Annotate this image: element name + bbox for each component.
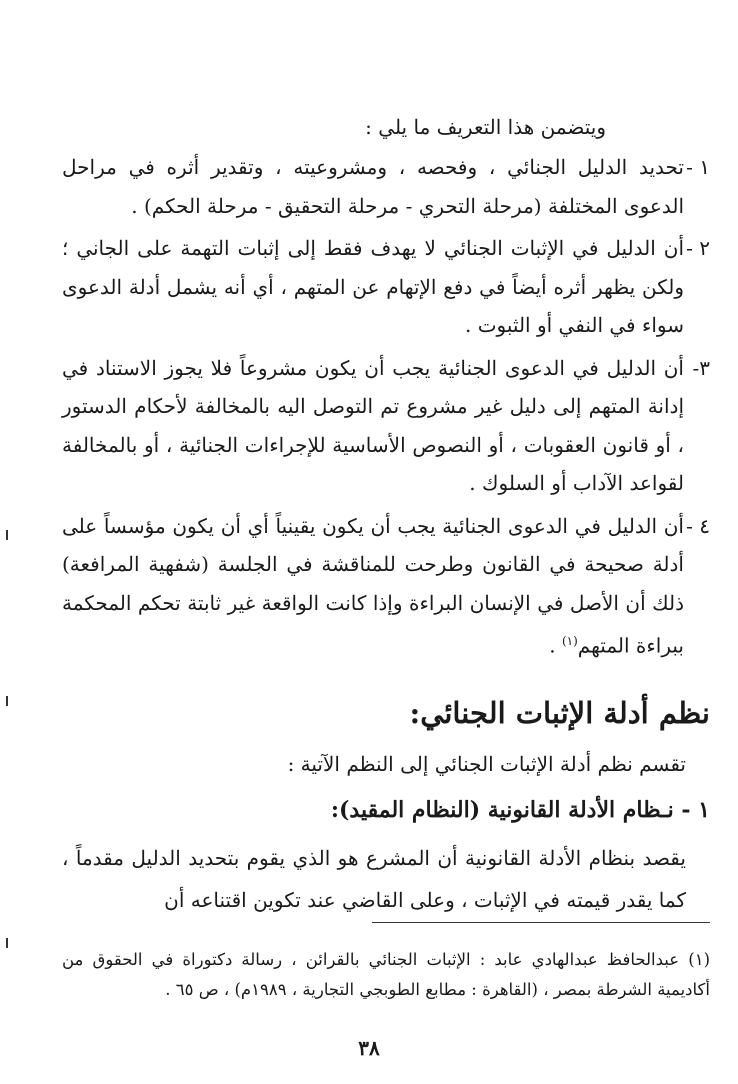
item-text: أن الدليل في الدعوى الجنائية يجب أن يكون مشروعاً فلا يجوز الاستناد في إدانة المتهم إلى دليل غير مشروع تم التوصل اليه بالمخالفة لأحكام الدستور ، أو قانون العقوبات ، أو النصوص الأساسية للإجراءات الجنائية ، أو بالمخالفة لقواعد الآداب أو السلوك . <box>62 355 684 495</box>
item-end: . <box>549 633 562 658</box>
page-number: ٣٨ <box>358 1036 380 1060</box>
item-number: ٢ - <box>686 236 710 260</box>
scan-margin-mark <box>6 530 8 540</box>
body-paragraph: يقصد بنظام الأدلة القانونية أن المشرع هو الذي يقوم بتحديد الدليل مقدماً ، كما يقدر قيمته في الإثبات ، وعلى القاضي عند تكوين اقتناعه أن <box>62 846 686 913</box>
page-body <box>62 108 710 921</box>
subsection-heading: ١ - نـظام الأدلة القانونية (النظام المقيد): <box>330 797 710 824</box>
footnote-text: (١) عبدالحافظ عبدالهادي عابد : الإثبات الجنائي بالقرائن ، رسالة دكتوراة في الحقوق من أكاديمية الشرطة بمصر ، (القاهرة : مطابع الطوبجي التجارية ، ١٩٨٩م) ، ص ٦٥ . <box>62 949 710 999</box>
item-number: ١ - <box>686 155 710 179</box>
item-number: ٤ - <box>686 513 710 538</box>
list-item <box>62 148 710 225</box>
scan-margin-mark <box>6 938 8 948</box>
list-item <box>62 349 710 503</box>
scan-margin-mark <box>6 696 8 706</box>
list-item <box>62 507 710 666</box>
footnote-reference: (١) <box>561 634 578 648</box>
footnote-divider <box>372 922 710 923</box>
item-number: ٣- <box>692 355 710 380</box>
definition-items <box>62 148 710 665</box>
intro-line: ويتضمن هذا التعريف ما يلي : <box>365 115 606 139</box>
item-text: أن الدليل في الدعوى الجنائية يجب أن يكون يقينياً أي أن يكون مؤسساً على أدلة صحيحة في القانون وطرحت للمناقشة في الجلسة (شفهية المرافعة) ذلك أن الأصل في الإنسان البراءة وإذا كانت الواقعة غير ثابتة تحكم المحكمة ببراءة المتهم <box>62 513 684 658</box>
item-text: أن الدليل في الإثبات الجنائي لا يهدف فقط إلى إثبات التهمة على الجاني ؛ ولكن يظهر أثره أيضاً في دفع الإتهام عن المتهم ، أي أنه يشمل أدلة الدعوى سواء في النفي أو الثبوت . <box>62 236 684 337</box>
item-text: تحديد الدليل الجنائي ، وفحصه ، ومشروعيته ، وتقدير أثره في مراحل الدعوى المختلفة (مرحلة التحري - مرحلة التحقيق - مرحلة الحكم) . <box>62 155 684 218</box>
section-heading: نظم أدلة الإثبات الجنائي: <box>409 696 710 731</box>
division-text: تقسم نظم أدلة الإثبات الجنائي إلى النظم الآتية : <box>287 752 686 777</box>
list-item <box>62 229 710 345</box>
